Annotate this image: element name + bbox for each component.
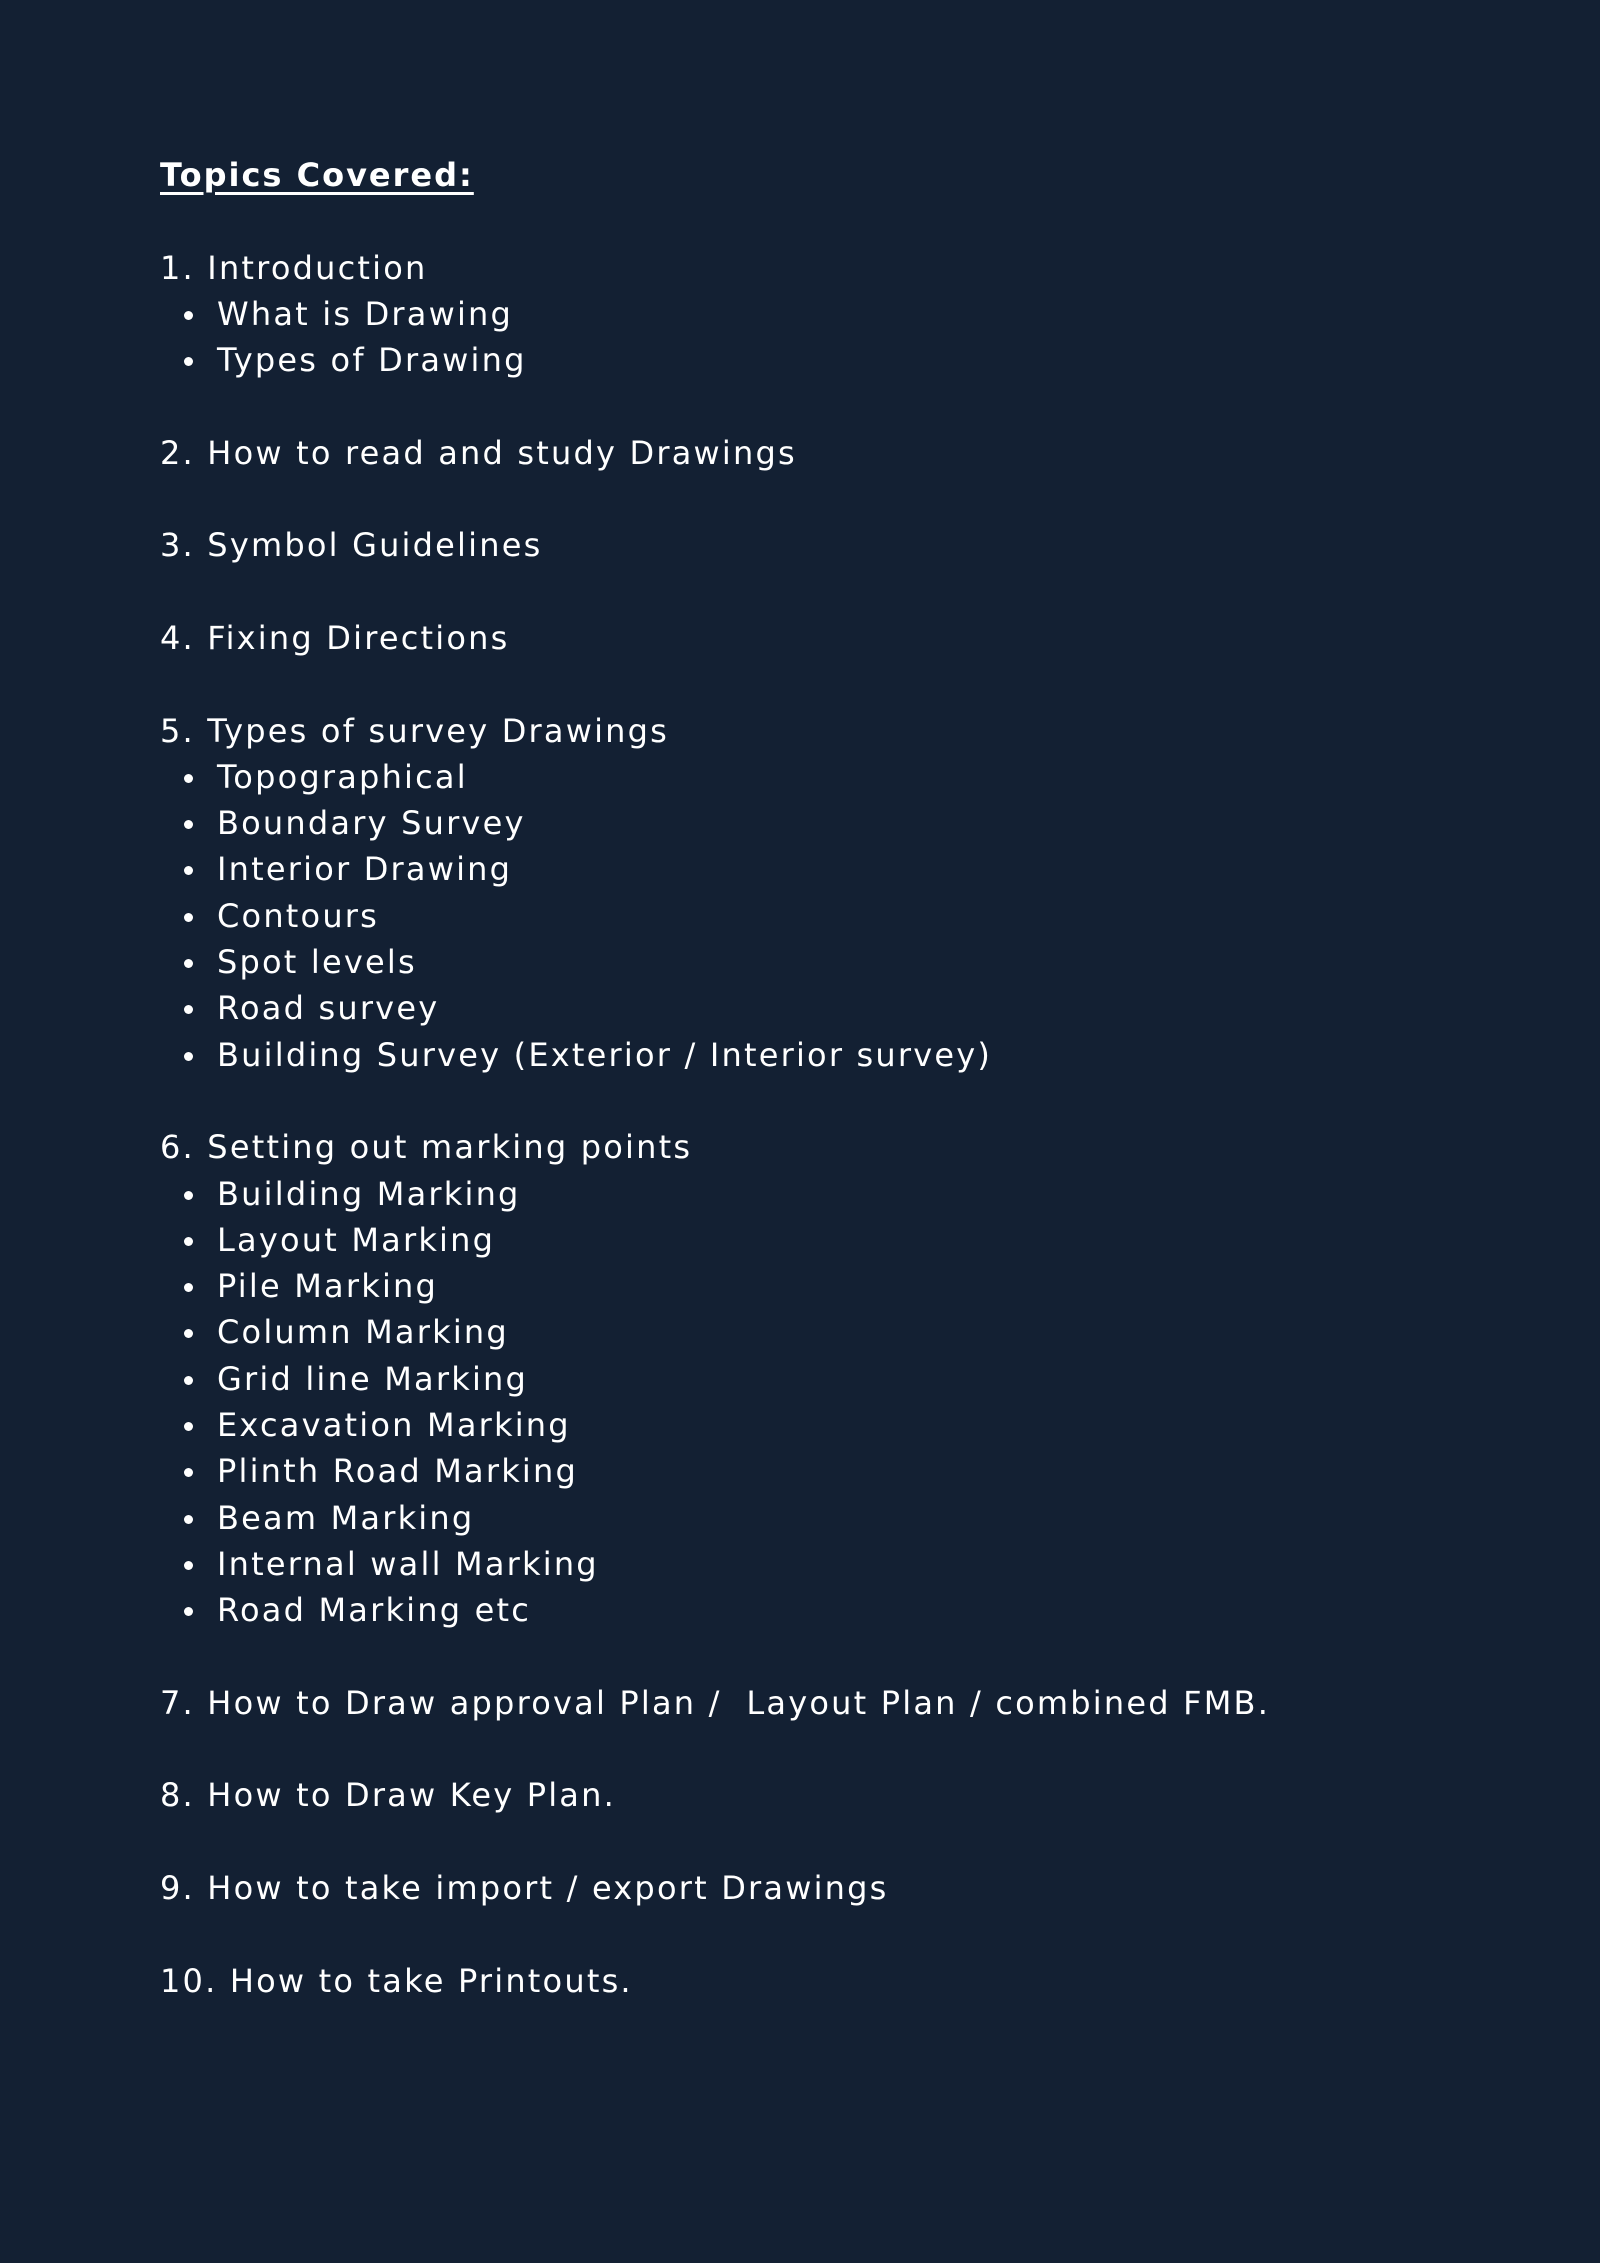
subtopic-item [160, 1356, 1460, 1402]
bullet-icon [184, 357, 193, 366]
topic-title: 10. How to take Printouts. [160, 1961, 633, 2000]
subtopic-label: Road survey [217, 989, 440, 1028]
bullet-icon [184, 774, 193, 783]
topic-title: 7. How to Draw approval Plan / Layout Plan / combined FMB. [160, 1683, 1271, 1722]
subtopic-label: Beam Marking [217, 1498, 475, 1537]
bullet-icon [184, 959, 193, 968]
topic-1 [160, 245, 1460, 384]
bullet-icon [184, 311, 193, 320]
subtopic-label: Topographical [217, 757, 468, 796]
subtopic-item [160, 939, 1460, 985]
subtopic-label: Types of Drawing [217, 341, 527, 380]
document-body [160, 152, 1460, 2050]
subtopic-item [160, 1448, 1460, 1494]
subtopic-label: Contours [217, 896, 380, 935]
subtopic-item [160, 291, 1460, 337]
subtopic-item [160, 1309, 1460, 1355]
subtopic-item [160, 1587, 1460, 1633]
subtopic-label: Grid line Marking [217, 1359, 529, 1398]
topic-9 [160, 1865, 1460, 1911]
subtopic-label: Road Marking etc [217, 1591, 532, 1630]
topic-4 [160, 615, 1460, 661]
subtopic-list [160, 291, 1460, 384]
subtopic-label: Excavation Marking [217, 1406, 571, 1445]
topic-title: 4. Fixing Directions [160, 618, 510, 657]
bullet-icon [184, 1052, 193, 1061]
topic-title: 3. Symbol Guidelines [160, 526, 543, 565]
bullet-icon [184, 1561, 193, 1570]
topic-title: 9. How to take import / export Drawings [160, 1868, 889, 1907]
bullet-icon [184, 866, 193, 875]
bullet-icon [184, 1329, 193, 1338]
topic-2 [160, 430, 1460, 476]
topic-title: 2. How to read and study Drawings [160, 433, 797, 472]
subtopic-label: Boundary Survey [217, 804, 526, 843]
subtopic-label: Building Survey (Exterior / Interior survey) [217, 1035, 993, 1074]
bullet-icon [184, 820, 193, 829]
topic-7 [160, 1680, 1460, 1726]
subtopic-item [160, 893, 1460, 939]
bullet-icon [184, 1607, 193, 1616]
subtopic-label: Internal wall Marking [217, 1544, 599, 1583]
subtopic-label: Pile Marking [217, 1267, 439, 1306]
topic-8 [160, 1772, 1460, 1818]
bullet-icon [184, 1422, 193, 1431]
subtopic-label: Interior Drawing [217, 850, 513, 889]
subtopic-item [160, 985, 1460, 1031]
bullet-icon [184, 1005, 193, 1014]
subtopic-item [160, 754, 1460, 800]
topic-title: 6. Setting out marking points [160, 1128, 693, 1167]
subtopic-label: Layout Marking [217, 1220, 496, 1259]
bullet-icon [184, 1515, 193, 1524]
subtopic-list [160, 754, 1460, 1078]
topic-3 [160, 522, 1460, 568]
bullet-icon [184, 1468, 193, 1477]
topic-6 [160, 1124, 1460, 1633]
topic-title: 5. Types of survey Drawings [160, 711, 670, 750]
subtopic-item [160, 1541, 1460, 1587]
subtopic-item [160, 1171, 1460, 1217]
subtopic-item [160, 1263, 1460, 1309]
subtopic-label: Column Marking [217, 1313, 509, 1352]
bullet-icon [184, 1376, 193, 1385]
subtopic-item [160, 846, 1460, 892]
bullet-icon [184, 1191, 193, 1200]
subtopic-label: Spot levels [217, 943, 417, 982]
subtopic-label: Building Marking [217, 1174, 521, 1213]
subtopic-item [160, 1402, 1460, 1448]
subtopic-item [160, 1032, 1460, 1078]
topic-title: 1. Introduction [160, 248, 428, 287]
bullet-icon [184, 913, 193, 922]
topic-5 [160, 708, 1460, 1078]
bullet-icon [184, 1283, 193, 1292]
topic-title: 8. How to Draw Key Plan. [160, 1776, 616, 1815]
topic-10 [160, 1958, 1460, 2004]
subtopic-item [160, 1495, 1460, 1541]
subtopic-label: Plinth Road Marking [217, 1452, 579, 1491]
bullet-icon [184, 1237, 193, 1246]
subtopic-item [160, 800, 1460, 846]
subtopic-label: What is Drawing [217, 294, 514, 333]
subtopic-item [160, 1217, 1460, 1263]
subtopic-list [160, 1171, 1460, 1634]
subtopic-item [160, 337, 1460, 383]
topics-heading: Topics Covered: [160, 156, 474, 194]
